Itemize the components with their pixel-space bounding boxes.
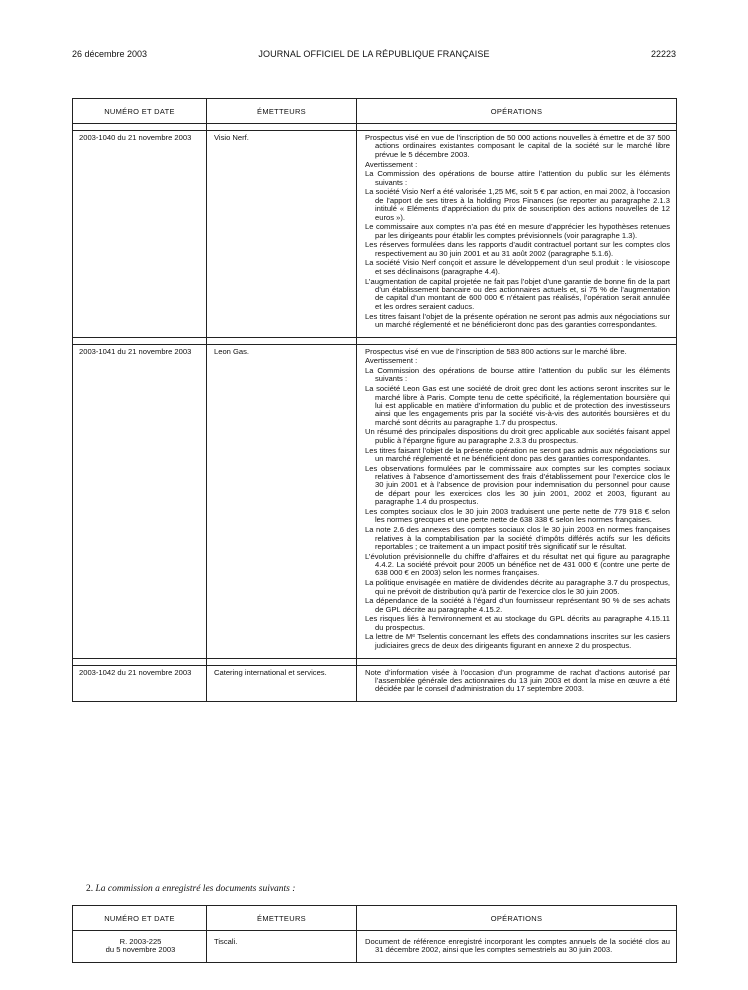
section-title: La commission a enregistré les documents suivants : <box>95 884 296 894</box>
table-row <box>73 931 677 963</box>
operation-paragraph: La Commission des opérations de bourse attire l’attention du public sur les éléments suivants : <box>365 366 670 384</box>
cell-operations <box>357 131 677 338</box>
table-header-row <box>73 906 677 931</box>
cell-issuer: Catering international et services. <box>207 665 357 702</box>
spacer-cell <box>357 337 677 344</box>
operation-paragraph: La note 2.6 des annexes des comptes sociaux clos le 30 juin 2003 en normes françaises relatives à la comptabilisation par la société d’impôts différés actifs sur les déficits reportables ; ce traitement a un impact positif très significatif sur le résultat. <box>365 525 670 551</box>
operation-paragraph: La dépendance de la société à l’égard d’un fournisseur représentant 90 % de ses achats de GPL décrite au paragraphe 4.15.2. <box>365 596 670 614</box>
spacer-cell <box>207 658 357 665</box>
column-header-issuer: ÉMETTEURS <box>207 99 357 124</box>
spacer-cell <box>357 124 677 131</box>
table-header-row <box>73 99 677 124</box>
spacer-cell <box>207 124 357 131</box>
operation-paragraph: Avertissement : <box>365 356 418 366</box>
operation-paragraph: L’évolution prévisionnelle du chiffre d’affaires et du résultat net qui figure au paragraphe 4.4.2. La société prévoit pour 2005 un bénéfice net de 431 000 € (contre une perte de 638 000 € en 2003) selon les normes françaises. <box>365 551 670 578</box>
operation-paragraph: Les titres faisant l’objet de la présente opération ne seront pas admis aux négociations sur un marché réglementé et ne bénéficieront donc pas des garanties correspondantes. <box>365 311 670 329</box>
spacer-cell <box>73 337 207 344</box>
operation-paragraph: Les risques liés à l’environnement et au stockage du GPL décrits au paragraphe 4.15.11 du prospectus. <box>365 614 670 632</box>
operation-paragraph: Les titres faisant l’objet de la présente opération ne seront pas admis aux négociations sur un marché réglementé et ne bénéficient donc pas des garanties correspondantes. <box>365 445 670 463</box>
operations-table <box>72 98 677 702</box>
operation-paragraph: La Commission des opérations de bourse attire l’attention du public sur les éléments suivants : <box>365 169 670 187</box>
column-header-operations: OPÉRATIONS <box>357 99 677 124</box>
operation-paragraph: La politique envisagée en matière de dividendes décrite au paragraphe 3.7 du prospectus, qui ne prévoit de distribution qu’à partir de l’exercice clos le 30 juin 2005. <box>365 578 670 596</box>
spacer-cell <box>207 337 357 344</box>
operation-paragraph: Un résumé des principales dispositions du droit grec applicable aux sociétés faisant appel public à l’épargne figure au paragraphe 2.3.3 du prospectus. <box>365 427 670 445</box>
row-spacer <box>73 337 677 344</box>
column-header-operations: OPÉRATIONS <box>357 906 677 931</box>
operation-paragraph: La société Visio Nerf conçoit et assure le développement d’un seul produit : le visioscope et ses déclinaisons (paragraphe 4.4). <box>365 258 670 276</box>
header-journal-title: JOURNAL OFFICIEL DE LA RÉPUBLIQUE FRANÇAISE <box>258 49 490 59</box>
operation-paragraph: Les réserves formulées dans les rapports d’audit contractuel portant sur les comptes clos respectivement au 30 juin 2001 et au 31 août 2002 (paragraphe 5.1.6). <box>365 240 670 258</box>
operation-paragraph: Les observations formulées par le commissaire aux comptes sur les comptes sociaux relatives à l’absence d’amortissement des frais d’établissement pour l’exercice clos le 30 juin 2001 et à l’absence de provision pour indemnisation du personnel pour cause de départ pour les exercices clos les 30 juin 2001, 2002 et 2003, figurant au paragraphe 1.4 du prospectus. <box>365 463 670 507</box>
operation-paragraph: Les comptes sociaux clos le 30 juin 2003 traduisent une perte nette de 779 918 € selon les normes grecques et une perte nette de 638 338 € selon les normes françaises. <box>365 507 670 525</box>
cell-number-date: 2003-1040 du 21 novembre 2003 <box>73 131 207 338</box>
cell-issuer: Leon Gas. <box>207 344 357 658</box>
cell-number-date: 2003-1041 du 21 novembre 2003 <box>73 344 207 658</box>
row-spacer <box>73 658 677 665</box>
spacer-cell <box>73 658 207 665</box>
operation-paragraph: La société Leon Gas est une société de droit grec dont les actions seront inscrites sur le marché libre à Paris. Compte tenu de cette spécificité, la réglementation boursière qui lui est applicable en matière d’information du public et de protection des investisseurs ainsi que les engagements pris par la société vis-à-vis des autorités boursières et du marché sont décrits au paragraphe 1.7 du prospectus. <box>365 384 670 427</box>
operation-paragraph: Avertissement : <box>365 159 418 169</box>
table-row <box>73 665 677 702</box>
section-heading <box>86 884 295 894</box>
page-header <box>72 49 676 63</box>
row-spacer <box>73 124 677 131</box>
column-header-number: NUMÉRO ET DATE <box>73 99 207 124</box>
cell-operations <box>357 344 677 658</box>
date-line: du 5 novembre 2003 <box>105 945 176 955</box>
operation-paragraph: Document de référence enregistré incorporant les comptes annuels de la société clos au 31 décembre 2002, ainsi que les comptes semestriels au 30 juin 2003. <box>365 937 670 955</box>
cell-issuer: Visio Nerf. <box>207 131 357 338</box>
spacer-cell <box>73 124 207 131</box>
column-header-number: NUMÉRO ET DATE <box>73 906 207 931</box>
operation-paragraph: Prospectus visé en vue de l’inscription de 50 000 actions nouvelles à émettre et de 37 500 actions ordinaires existantes composant le capital de la société sur le marché libre prévue le 5 décembre 2003. <box>365 133 670 159</box>
registered-documents-table <box>72 905 677 963</box>
header-page-number: 22223 <box>650 49 676 59</box>
number-line: R. 2003-225 <box>119 937 162 946</box>
column-header-issuer: ÉMETTEURS <box>207 906 357 931</box>
section-number: 2. <box>86 884 94 894</box>
operation-paragraph: Prospectus visé en vue de l’inscription de 583 800 actions sur le marché libre. <box>365 346 627 356</box>
header-date: 26 décembre 2003 <box>72 49 148 59</box>
operation-paragraph: Le commissaire aux comptes n’a pas été en mesure d’apprécier les hypothèses retenues par les dirigeants pour établir les comptes prévisionnels (voir paragraphe 1.3). <box>365 222 670 240</box>
cell-issuer: Tiscali. <box>207 931 357 963</box>
table-row <box>73 131 677 338</box>
cell-number-date: 2003-1042 du 21 novembre 2003 <box>73 665 207 702</box>
cell-number-date <box>73 931 207 963</box>
operation-paragraph: Note d’information visée à l’occasion d’un programme de rachat d’actions autorisé par l’assemblée générale des actionnaires du 13 juin 2003 et dont la mise en œuvre a été décidée par le conseil d’administration du 17 septembre 2003. <box>365 667 670 694</box>
cell-operations <box>357 665 677 702</box>
cell-operations <box>357 931 677 963</box>
spacer-cell <box>357 658 677 665</box>
operation-paragraph: La société Visio Nerf a été valorisée 1,25 M€, soit 5 € par action, en mai 2002, à l’occasion de l’apport de ses titres à la holding Pros Finances (se reporter au paragraphe 2.1.3 intitulé « Eléments d’appréciation du prix de souscription des actions nouvelles de 12 euros »). <box>365 187 670 222</box>
operation-paragraph: La lettre de Mᵉ Tselentis concernant les effets des condamnations inscrites sur les casiers judiciaires grecs de deux des dirigeants figurant en annexe 2 du prospectus. <box>365 632 670 650</box>
operation-paragraph: L’augmentation de capital projetée ne fait pas l’objet d’une garantie de bonne fin de la part d’un établissement bancaire ou des actionnaires actuels et, si 75 % de l’augmentation de capital d’un montant de 600 000 € n’étaient pas réalisés, l’opération serait annulée et les ordres seraient caducs. <box>365 276 670 311</box>
table-row <box>73 344 677 658</box>
